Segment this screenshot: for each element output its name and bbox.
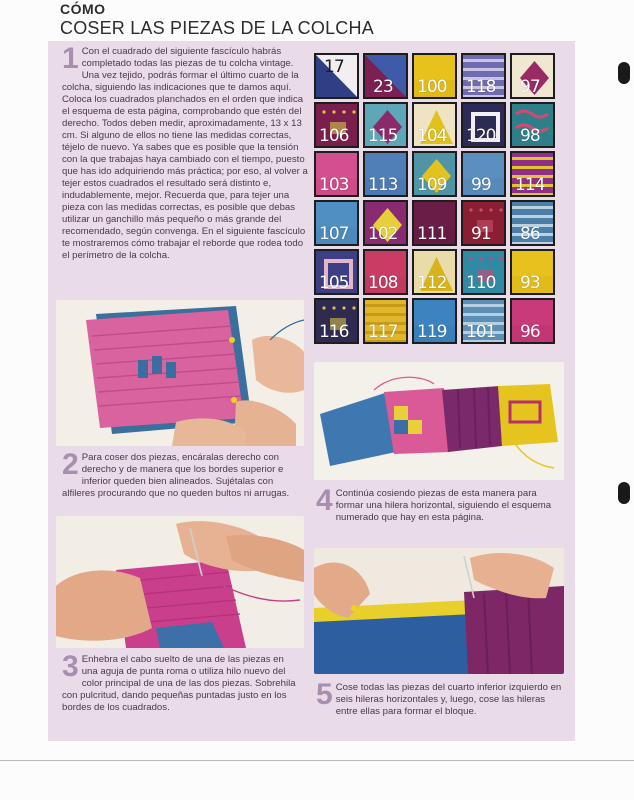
quilt-square xyxy=(412,298,457,344)
quilt-square xyxy=(363,151,408,197)
square-number-label: 108 xyxy=(368,273,398,293)
square-number-label: 97 xyxy=(520,77,540,97)
step-4 xyxy=(316,484,562,524)
step-1 xyxy=(62,42,308,262)
square-number-label: 109 xyxy=(417,175,447,195)
square-number-label: 105 xyxy=(319,273,349,293)
square-number-label: 86 xyxy=(520,224,540,244)
quilt-square xyxy=(510,151,555,197)
whipstitch-photo xyxy=(314,548,564,674)
step-2 xyxy=(62,448,308,500)
step-3 xyxy=(62,650,302,714)
page-title: COSER LAS PIEZAS DE LA COLCHA xyxy=(60,18,374,38)
page-bottom-rule xyxy=(0,760,634,761)
quilt-square xyxy=(461,102,506,148)
step-text: Cose todas las piezas del cuarto inferior izquierdo en seis hileras horizontales y, luego, cose las hileras entre ellas para formar el bloque. xyxy=(335,682,562,717)
step-text: Con el cuadrado del siguiente fascículo habrás completado todas las piezas de tu colcha vintage. Una vez tejido, podrás formar el último cuarto de la colcha, siguiendo las indicaciones que te damos aquí. Coloca los cuadrados planchados en el orden que indica el esquema de esta página, comprobando que estén del derecho. Todos deben medir, aproximadamente, 13 x 13 cm. Si alguno de ellos no tiene las medidas correctas, téjelo de nuevo. Ya sabes que es posible que la tensión con la que trabajas haya cambiado con el tiempo, puesto que has ido adquiriendo más práctica; por eso, al volver a tejer estos cuadrados el resultado será distinto e, indudablemente, mejor. Recuerda que, para tejer una pieza con las medidas correctas, es posible que debas utilizar un ganchillo más pequeño o más grande del recomendado, según convenga. En el siguiente fascículo te mostraremos cómo trabajar el reborde que rodea todo el perímetro de la colcha. xyxy=(62,46,308,261)
step-text: Para coser dos piezas, encáralas derecho con derecho y de manera que los bordes superior e inferior queden bien alineados. Sujétalas con alfileres procurando que no queden bultos ni arrugas. xyxy=(62,452,290,499)
quilt-square xyxy=(510,53,555,99)
square-number-label: 104 xyxy=(417,126,447,146)
header-kicker: CÓMO xyxy=(60,1,106,17)
square-number-label: 100 xyxy=(417,77,447,97)
quilt-square xyxy=(461,53,506,99)
page-header xyxy=(60,1,374,39)
quilt-square xyxy=(314,249,359,295)
quilt-square xyxy=(363,102,408,148)
quilt-square xyxy=(363,298,408,344)
quilt-square xyxy=(363,200,408,246)
square-number-label: 117 xyxy=(368,322,398,342)
quilt-square xyxy=(412,200,457,246)
binder-hole-icon xyxy=(618,62,630,84)
square-number-label: 98 xyxy=(520,126,540,146)
quilt-square xyxy=(510,298,555,344)
quilt-square xyxy=(412,151,457,197)
square-number-label: 120 xyxy=(466,126,496,146)
quilt-square xyxy=(412,249,457,295)
threading-needle-photo xyxy=(56,516,304,648)
quilt-square xyxy=(461,200,506,246)
square-number-label: 119 xyxy=(417,322,447,342)
sewn-row-photo xyxy=(314,362,564,480)
square-number-label: 113 xyxy=(368,175,398,195)
square-number-label: 101 xyxy=(466,322,496,342)
quilt-square xyxy=(510,249,555,295)
quilt-square xyxy=(510,102,555,148)
quilt-square xyxy=(363,53,408,99)
binder-hole-icon xyxy=(618,482,630,504)
step-number: 3 xyxy=(62,650,79,683)
quilt-square xyxy=(314,102,359,148)
step-text: Continúa cosiendo piezas de esta manera para formar una hilera horizontal, siguiendo el esquema numerado que hay en esta página. xyxy=(335,488,552,523)
step-number: 2 xyxy=(62,448,79,481)
step-number: 5 xyxy=(316,678,333,711)
quilt-square xyxy=(314,151,359,197)
quilt-square xyxy=(314,200,359,246)
square-number-label: 93 xyxy=(520,273,540,293)
square-number-label: 112 xyxy=(417,273,447,293)
square-number-label: 110 xyxy=(466,273,496,293)
quilt-square xyxy=(461,151,506,197)
square-number-label: 23 xyxy=(373,77,393,97)
square-number-label: 115 xyxy=(368,126,398,146)
quilt-square xyxy=(363,249,408,295)
square-number-label: 114 xyxy=(515,175,545,195)
pinned-squares-photo xyxy=(56,300,304,446)
square-number-label: 118 xyxy=(466,77,496,97)
square-number-label: 99 xyxy=(471,175,491,195)
square-number-label: 102 xyxy=(368,224,398,244)
quilt-square xyxy=(461,249,506,295)
quilt-square xyxy=(412,53,457,99)
step-text: Enhebra el cabo suelto de una de las piezas en una aguja de punta roma o utiliza hilo nuevo del color principal de una de las dos piezas. Sobrehila con pulcritud, dando pequeñas puntadas justo en los bordes de los cuadrados. xyxy=(62,654,296,713)
step-5 xyxy=(316,678,562,718)
square-number-label: 107 xyxy=(319,224,349,244)
quilt-square xyxy=(461,298,506,344)
quilt-square xyxy=(412,102,457,148)
step-number: 4 xyxy=(316,484,333,517)
square-number-label: 111 xyxy=(417,224,447,244)
step-number: 1 xyxy=(62,42,79,75)
quilt-square xyxy=(510,200,555,246)
square-number-label: 103 xyxy=(319,175,349,195)
square-number-label: 106 xyxy=(319,126,349,146)
square-number-label: 17 xyxy=(324,57,344,77)
square-number-label: 91 xyxy=(471,224,491,244)
quilt-square xyxy=(314,298,359,344)
square-number-label: 96 xyxy=(520,322,540,342)
quilt-square xyxy=(314,53,359,99)
square-number-label: 116 xyxy=(319,322,349,342)
